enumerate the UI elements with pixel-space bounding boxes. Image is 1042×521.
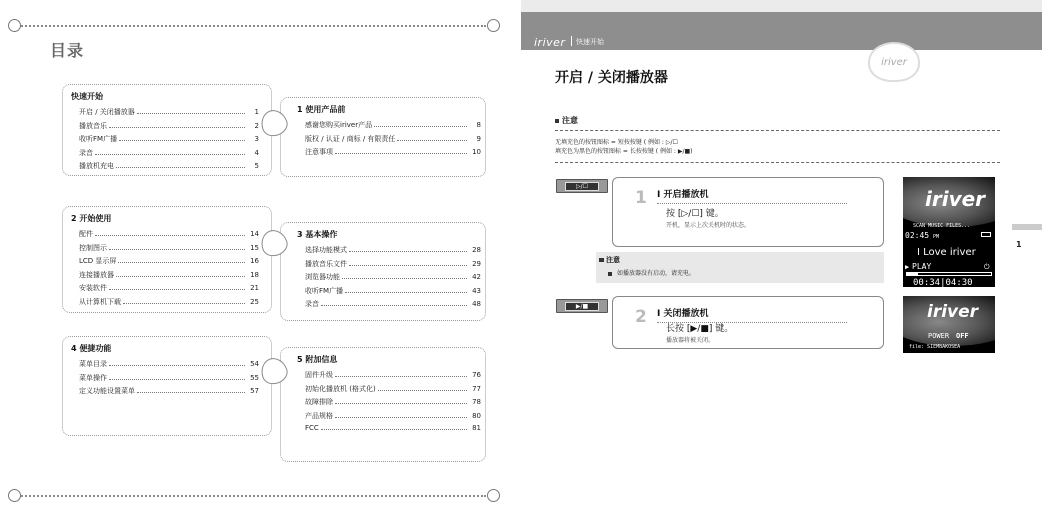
device-screen-power-off	[903, 296, 995, 353]
notice-line-2: 填充色为黑色的按钮图标 = 长按按键 ( 例如 : ▶/■)	[555, 148, 693, 155]
toc-entry[interactable]	[305, 147, 481, 161]
toc-entry-list	[305, 370, 481, 438]
device-screen-power-on	[903, 177, 995, 287]
toc-entry-label: LCD 显示屏	[79, 257, 117, 265]
toc-entry-page: 57	[245, 387, 259, 395]
toc-entry-label: 版权 / 认证 / 商标 / 有限责任	[305, 134, 396, 143]
step-number: 2	[635, 307, 647, 327]
tip-title: 注意	[599, 255, 620, 265]
toc-section-getting-started	[62, 206, 272, 313]
toc-entry[interactable]	[79, 283, 259, 297]
toc-entry-page: 15	[245, 244, 259, 252]
toc-entry-page: 3	[245, 135, 259, 143]
button-glyph: ▶/■	[565, 302, 599, 311]
screen-time: 02:45	[905, 231, 930, 240]
toc-leader-dots	[335, 398, 467, 404]
toc-entry-page: 76	[467, 371, 481, 379]
toc-entry-label: 配件	[79, 230, 93, 238]
toc-leader-dots	[335, 371, 467, 377]
toc-section-quickstart	[62, 84, 272, 176]
toc-entry[interactable]	[79, 359, 259, 373]
brand-badge	[868, 42, 920, 82]
toc-entry-page: 9	[467, 135, 481, 143]
toc-section-additional-info	[280, 347, 486, 462]
toc-entry[interactable]	[79, 121, 259, 135]
toc-entry[interactable]	[305, 370, 481, 384]
toc-entry[interactable]	[79, 297, 259, 311]
toc-entry-page: 55	[245, 374, 259, 382]
header-band	[521, 0, 1042, 12]
toc-entry-label: 故障排除	[305, 398, 333, 406]
toc-section-title: 快速开始	[71, 92, 103, 101]
toc-entry-label: 安装软件	[79, 284, 107, 292]
toc-entry[interactable]	[305, 424, 481, 438]
toc-entry[interactable]	[305, 245, 481, 259]
power-button-long-icon	[556, 299, 608, 313]
toc-entry-list	[79, 359, 259, 400]
toc-entry-label: 定义功能设置菜单	[79, 387, 135, 395]
step-1-card	[612, 177, 884, 247]
toc-section-title: 2 开始使用	[71, 214, 112, 223]
header-section-label: 快速开始	[576, 38, 604, 46]
toc-entry-label: 固件升级	[305, 371, 333, 379]
dashed-rule	[555, 130, 1000, 131]
toc-entry[interactable]	[305, 384, 481, 398]
toc-entry-page: 81	[467, 424, 481, 432]
screen-song-title: I Love iriver	[917, 247, 976, 258]
bottom-dotted-rule	[14, 495, 486, 497]
toc-leader-dots	[116, 271, 245, 277]
toc-leader-dots	[335, 412, 467, 418]
rule-end-ring	[8, 19, 21, 32]
toc-entry[interactable]	[79, 161, 259, 175]
toc-entry-page: 48	[467, 300, 481, 308]
toc-entry-page: 21	[245, 284, 259, 292]
toc-entry-page: 54	[245, 360, 259, 368]
power-button-short-icon	[556, 179, 608, 193]
step-detail: 开机，显示上次关机时的状态。	[666, 222, 751, 229]
step-2-card	[612, 296, 884, 349]
toc-entry-page: 80	[467, 412, 481, 420]
toc-entry-label: 注意事项	[305, 148, 333, 156]
top-dotted-rule	[14, 25, 486, 27]
toc-entry-label: FCC	[305, 424, 319, 432]
toc-entry[interactable]	[79, 270, 259, 284]
toc-section-before-use	[280, 97, 486, 177]
toc-leader-dots	[321, 300, 467, 306]
rule-end-ring	[8, 489, 21, 502]
screen-play-state: PLAY	[912, 262, 932, 271]
screen-logo: iriver	[927, 302, 979, 322]
toc-entry[interactable]	[305, 134, 481, 148]
toc-entry-page: 29	[467, 260, 481, 268]
toc-entry-page: 4	[245, 149, 259, 157]
toc-leader-dots	[119, 135, 245, 141]
toc-section-basic-operation	[280, 222, 486, 321]
step-instruction: 长按 [▶/■] 键。	[666, 324, 734, 334]
toc-entry-label: 初始化播放机 (格式化)	[305, 384, 376, 393]
toc-entry-page: 16	[245, 257, 259, 265]
toc-entry[interactable]	[79, 243, 259, 257]
toc-entry-label: 播放机充电	[79, 162, 114, 170]
toc-entry-page: 10	[467, 148, 481, 156]
toc-entry-label: 感谢您购买iriver产品	[305, 121, 373, 129]
tip-text: 如播放器没有启动，请充电。	[608, 268, 695, 277]
toc-entry-list	[305, 245, 481, 313]
brand-logo: iriver	[534, 36, 566, 49]
toc-entry-page: 14	[245, 230, 259, 238]
rule-end-ring	[487, 489, 500, 502]
step-number: 1	[635, 188, 647, 208]
toc-entry-label: 收听FM广播	[305, 286, 344, 295]
screen-ampm: PM	[933, 234, 940, 240]
toc-entry[interactable]	[305, 411, 481, 425]
toc-leader-dots	[109, 360, 245, 366]
toc-leader-dots	[374, 121, 467, 127]
toc-entry-page: 78	[467, 398, 481, 406]
toc-entry-label: 开启 / 关闭播放器	[79, 108, 135, 116]
toc-entry-list	[79, 229, 259, 310]
toc-leader-dots	[109, 244, 245, 250]
toc-entry[interactable]	[305, 259, 481, 273]
toc-entry-label: 录音	[79, 148, 93, 157]
toc-leader-dots	[137, 387, 245, 393]
brand-badge-text: iriver	[881, 57, 907, 68]
toc-entry-page: 28	[467, 246, 481, 254]
toc-entry-list	[305, 120, 481, 161]
toc-title: 目录	[50, 41, 85, 60]
tip-box	[596, 252, 884, 283]
toc-entry-label: 从计算机下载	[79, 297, 121, 306]
screen-progress-bar	[906, 272, 992, 276]
toc-entry-list	[79, 107, 259, 175]
toc-entry[interactable]	[305, 397, 481, 411]
toc-entry-page: 2	[245, 122, 259, 130]
toc-leader-dots	[109, 284, 245, 290]
toc-entry-page: 42	[467, 273, 481, 281]
toc-entry[interactable]	[79, 229, 259, 243]
toc-entry-label: 连接播放器	[79, 270, 114, 279]
toc-entry[interactable]	[79, 107, 259, 121]
toc-entry[interactable]	[79, 373, 259, 387]
toc-leader-dots	[123, 298, 245, 304]
header-divider	[571, 36, 572, 46]
toc-entry[interactable]	[79, 256, 259, 270]
notice-title: 注意	[555, 115, 578, 126]
toc-leader-dots	[321, 424, 467, 430]
toc-section-title: 5 附加信息	[297, 355, 338, 364]
notice-line-1: 无填充色的按钮图标 = 短按按键 ( 例如 : ▷/☐	[555, 139, 678, 146]
toc-entry[interactable]	[79, 386, 259, 400]
toc-section-title: 3 基本操作	[297, 230, 338, 239]
progress-fill	[907, 273, 918, 275]
dashed-rule	[555, 162, 1000, 163]
toc-leader-dots	[95, 230, 245, 236]
toc-leader-dots	[349, 260, 467, 266]
repeat-icon: ⏻	[984, 263, 990, 271]
toc-entry[interactable]	[305, 299, 481, 313]
toc-entry-page: 25	[245, 298, 259, 306]
step-heading: I 关闭播放机	[657, 306, 847, 323]
toc-entry-page: 1	[245, 108, 259, 116]
screen-file-name: file: SIEMBAKOSEA	[909, 344, 961, 350]
toc-entry[interactable]	[79, 148, 259, 162]
toc-section-convenience	[62, 336, 272, 436]
rule-end-ring	[487, 19, 500, 32]
play-state-icon: ▶	[905, 263, 910, 271]
toc-entry[interactable]	[305, 120, 481, 134]
chapter-tab	[1012, 224, 1042, 230]
toc-leader-dots	[118, 257, 245, 263]
screen-power-label: POWER	[928, 332, 950, 340]
step-detail: 播放器将被关闭。	[666, 337, 715, 344]
battery-icon	[981, 232, 991, 237]
toc-leader-dots	[397, 135, 467, 141]
screen-counter: 00:34|04:30	[913, 278, 973, 287]
toc-entry[interactable]	[305, 272, 481, 286]
toc-leader-dots	[116, 162, 245, 168]
screen-power-state: OFF	[956, 332, 969, 340]
toc-entry[interactable]	[79, 134, 259, 148]
toc-entry-label: 播放音乐	[79, 121, 107, 130]
step-heading: I 开启播放机	[657, 187, 847, 204]
toc-leader-dots	[137, 108, 245, 114]
step-instruction: 按 [▷/☐] 键。	[666, 209, 724, 219]
toc-leader-dots	[109, 374, 245, 380]
toc-leader-dots	[335, 148, 467, 154]
toc-leader-dots	[345, 287, 467, 293]
screen-scan-text: SCAN MUSIC FILES...	[913, 223, 971, 229]
toc-leader-dots	[378, 385, 467, 391]
toc-entry-label: 录音	[305, 300, 319, 308]
toc-entry-page: 18	[245, 271, 259, 279]
toc-entry[interactable]	[305, 286, 481, 300]
toc-leader-dots	[95, 149, 245, 155]
toc-entry-label: 菜单目录	[79, 360, 107, 368]
toc-leader-dots	[342, 273, 467, 279]
toc-entry-page: 43	[467, 287, 481, 295]
toc-section-title: 1 使用产品前	[297, 105, 346, 114]
toc-entry-page: 77	[467, 385, 481, 393]
screen-logo: iriver	[925, 187, 986, 211]
toc-leader-dots	[349, 246, 467, 252]
page-number: 1	[1016, 240, 1022, 249]
page-title: 开启 / 关闭播放器	[555, 70, 668, 86]
toc-entry-label: 控制图示	[79, 243, 107, 252]
toc-entry-label: 产品规格	[305, 411, 333, 420]
toc-entry-page: 8	[467, 121, 481, 129]
toc-entry-label: 播放音乐文件	[305, 259, 347, 268]
button-glyph: ▷/☐	[565, 182, 599, 191]
toc-section-title: 4 便捷功能	[71, 344, 112, 353]
toc-entry-page: 5	[245, 162, 259, 170]
toc-leader-dots	[109, 122, 245, 128]
toc-entry-label: 浏览器功能	[305, 273, 340, 281]
toc-entry-label: 收听FM广播	[79, 135, 118, 143]
toc-entry-label: 菜单操作	[79, 373, 107, 382]
toc-entry-label: 选择功能模式	[305, 246, 347, 254]
